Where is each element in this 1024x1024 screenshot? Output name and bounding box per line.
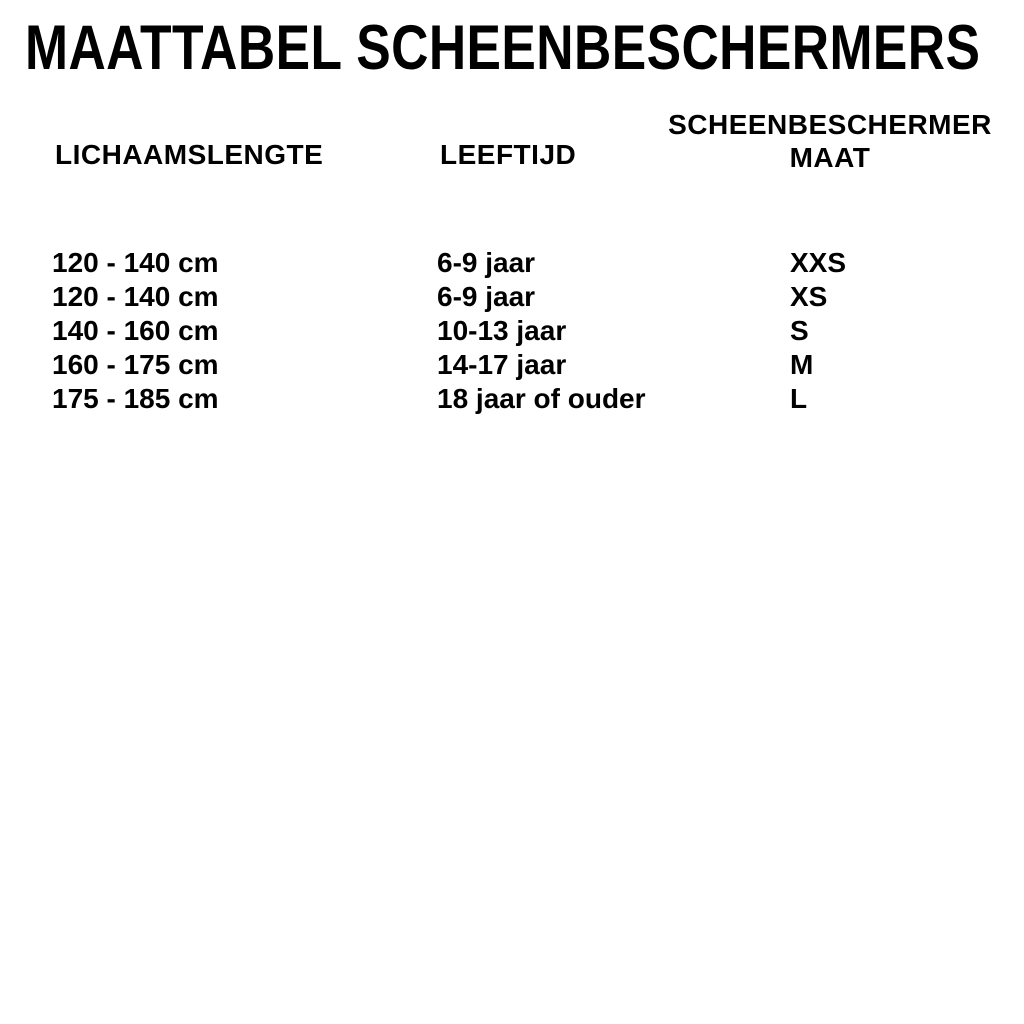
cell-body-length: 120 - 140 cm	[52, 281, 219, 312]
cell-body-length: 140 - 160 cm	[52, 315, 219, 346]
column-header-age: LEEFTIJD	[440, 139, 577, 170]
column-header-body-length: LICHAAMSLENGTE	[55, 139, 324, 170]
cell-body-length: 175 - 185 cm	[52, 383, 219, 414]
cell-age: 18 jaar of ouder	[437, 383, 646, 414]
table-row	[0, 246, 1024, 280]
cell-age: 6-9 jaar	[437, 247, 536, 278]
cell-age: 10-13 jaar	[437, 315, 567, 346]
cell-size: M	[790, 349, 814, 380]
column-header-shinguard-size-line2: MAAT	[789, 142, 871, 173]
cell-age: 14-17 jaar	[437, 349, 567, 380]
cell-size: S	[790, 315, 809, 346]
cell-size: L	[790, 383, 808, 414]
cell-size: XXS	[790, 247, 847, 278]
cell-body-length: 160 - 175 cm	[52, 349, 219, 380]
cell-body-length: 120 - 140 cm	[52, 247, 219, 278]
cell-size: XS	[790, 281, 828, 312]
table-row	[0, 280, 1024, 314]
column-header-shinguard-size	[660, 108, 1000, 174]
cell-age: 6-9 jaar	[437, 281, 536, 312]
page-title: MAATTABEL SCHEENBESCHERMERS	[25, 13, 981, 83]
size-table	[0, 246, 1024, 416]
column-header-shinguard-size-line1: SCHEENBESCHERMER	[668, 109, 992, 140]
table-row	[0, 314, 1024, 348]
table-row	[0, 382, 1024, 416]
table-row	[0, 348, 1024, 382]
